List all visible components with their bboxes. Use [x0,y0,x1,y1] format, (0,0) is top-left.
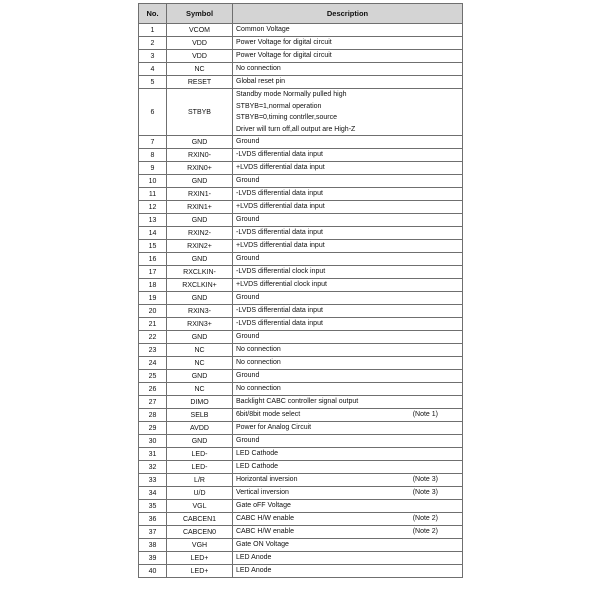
pin-description [233,500,463,513]
pin-number: 27 [139,396,167,409]
pin-symbol: RXIN1- [167,188,233,201]
pin-description [233,50,463,63]
pin-number: 36 [139,513,167,526]
description-line: -LVDS differential data input [236,307,323,315]
pin-symbol: RXIN0- [167,149,233,162]
pin-number: 22 [139,331,167,344]
pin-description [233,383,463,396]
pin-number: 17 [139,266,167,279]
pin-number: 7 [139,136,167,149]
description-line: Driver will turn off,all output are High-Z [236,125,356,133]
description-line: Ground [236,216,260,224]
pin-number: 15 [139,240,167,253]
pin-assignment-table [138,3,463,578]
description-line: +LVDS differential data input [236,203,325,211]
pin-symbol: RXCLKIN+ [167,279,233,292]
table-row [139,487,463,500]
pin-symbol: RXIN2+ [167,240,233,253]
pin-number: 24 [139,357,167,370]
description-line: Backlight CABC controller signal output [236,398,359,406]
table-row [139,409,463,422]
pin-note: (Note 3) [412,489,438,496]
pin-number: 11 [139,188,167,201]
pin-description [233,565,463,578]
description-line: -LVDS differential clock input [236,268,326,276]
description-line: No connection [236,65,281,73]
pin-symbol: DIMO [167,396,233,409]
header-description: Description [233,4,463,24]
pin-description [233,461,463,474]
pin-number: 10 [139,175,167,188]
pin-symbol: NC [167,357,233,370]
description-line: Standby mode Normally pulled high [236,91,347,98]
description-line: -LVDS differential data input [236,229,323,237]
pin-description [233,539,463,552]
pin-symbol: GND [167,253,233,266]
description-line: +LVDS differential clock input [236,281,327,289]
description-line: No connection [236,359,281,367]
pin-description [233,89,463,136]
description-line: No connection [236,346,281,354]
pin-symbol: STBYB [167,89,233,136]
description-line: Ground [236,372,260,380]
pin-symbol: GND [167,292,233,305]
table-row [139,149,463,162]
pin-description [233,292,463,305]
pin-description [233,396,463,409]
pin-number: 33 [139,474,167,487]
pin-number: 2 [139,37,167,50]
table-row [139,435,463,448]
pin-description [233,422,463,435]
pin-number: 23 [139,344,167,357]
pin-symbol: VGH [167,539,233,552]
table-body [139,24,463,578]
header-no: No. [139,4,167,24]
table-row [139,344,463,357]
pin-symbol: RXIN3+ [167,318,233,331]
table-row [139,513,463,526]
pin-number: 5 [139,76,167,89]
pin-note: (Note 1) [412,411,438,418]
description-line: -LVDS differential data input [236,190,323,198]
pin-number: 31 [139,448,167,461]
table-row [139,240,463,253]
table-row [139,318,463,331]
pin-number: 9 [139,162,167,175]
pin-description [233,474,463,487]
pin-description [233,266,463,279]
table-header [139,4,463,24]
description-line: 6bit/8bit mode select [236,411,301,419]
pin-description [233,188,463,201]
description-line: LED Cathode [236,463,279,471]
table-row [139,331,463,344]
pin-description [233,370,463,383]
pin-number: 30 [139,435,167,448]
pin-description [233,162,463,175]
pin-number: 21 [139,318,167,331]
description-line: CABC H/W enable [236,528,294,536]
pin-symbol: LED+ [167,565,233,578]
pin-description [233,136,463,149]
pin-description [233,37,463,50]
pin-symbol: GND [167,331,233,344]
description-line: Gate oFF Voltage [236,502,291,510]
table-row [139,565,463,578]
description-line: Horizontal inversion [236,476,298,484]
pin-symbol: VGL [167,500,233,513]
pin-symbol: GND [167,435,233,448]
description-line: -LVDS differential data input [236,151,323,159]
pin-number: 6 [139,89,167,136]
description-line: Ground [236,255,260,263]
pin-description [233,357,463,370]
description-line: Power Voltage for digital circuit [236,39,332,47]
pin-description [233,63,463,76]
description-line: Ground [236,138,260,146]
description-line: LED Cathode [236,450,279,458]
pin-symbol: CABCEN1 [167,513,233,526]
pin-number: 3 [139,50,167,63]
table-row [139,227,463,240]
description-line: STBYB=1,normal operation [236,102,322,110]
table-row [139,422,463,435]
table-row [139,162,463,175]
pin-symbol: GND [167,214,233,227]
description-line: CABC H/W enable [236,515,294,523]
pin-description [233,253,463,266]
pin-symbol: RXIN3- [167,305,233,318]
pin-number: 25 [139,370,167,383]
pin-description [233,526,463,539]
pin-description [233,318,463,331]
description-line: LED Anode [236,554,272,562]
pin-number: 37 [139,526,167,539]
pin-number: 26 [139,383,167,396]
pin-number: 32 [139,461,167,474]
pin-description [233,24,463,37]
table-row [139,292,463,305]
pin-symbol: AVDD [167,422,233,435]
pin-symbol: RXIN1+ [167,201,233,214]
pin-symbol: SELB [167,409,233,422]
pin-symbol: LED- [167,448,233,461]
pin-description [233,305,463,318]
pin-symbol: L/R [167,474,233,487]
pin-symbol: GND [167,136,233,149]
table-row [139,279,463,292]
table-row [139,37,463,50]
pin-number: 20 [139,305,167,318]
description-line: Power Voltage for digital circuit [236,52,332,60]
pin-note: (Note 3) [412,476,438,483]
table-row [139,474,463,487]
pin-number: 38 [139,539,167,552]
pin-description [233,435,463,448]
pin-description [233,552,463,565]
pin-symbol: RXCLKIN- [167,266,233,279]
pin-symbol: LED- [167,461,233,474]
table-row [139,188,463,201]
pin-description [233,201,463,214]
table-row [139,370,463,383]
pin-description [233,513,463,526]
pin-description [233,175,463,188]
pin-number: 16 [139,253,167,266]
table-row [139,500,463,513]
description-line: +LVDS differential data input [236,164,325,172]
pin-symbol: NC [167,344,233,357]
description-line: +LVDS differential data input [236,242,325,250]
table-row [139,136,463,149]
pin-note: (Note 2) [412,528,438,535]
pin-number: 8 [139,149,167,162]
description-line: Power for Analog Circuit [236,424,312,432]
pin-number: 35 [139,500,167,513]
pin-description [233,240,463,253]
pin-description [233,487,463,500]
description-line: STBYB=0,timing contrller,source [236,114,337,121]
table-row [139,24,463,37]
pin-number: 29 [139,422,167,435]
pin-description [233,448,463,461]
table-row [139,461,463,474]
table-row [139,448,463,461]
table-row [139,50,463,63]
table-row [139,552,463,565]
description-line: -LVDS differential data input [236,320,323,328]
table-row [139,76,463,89]
pin-description [233,76,463,89]
description-line: No connection [236,385,281,393]
table-row [139,253,463,266]
header-symbol: Symbol [167,4,233,24]
pin-number: 14 [139,227,167,240]
description-line: Ground [236,333,260,341]
pin-description [233,279,463,292]
description-line: Ground [236,437,260,445]
pin-number: 39 [139,552,167,565]
description-line: Ground [236,294,260,302]
pin-number: 18 [139,279,167,292]
pin-number: 1 [139,24,167,37]
pin-description [233,331,463,344]
pin-number: 13 [139,214,167,227]
table-row [139,89,463,136]
description-line: Vertical inversion [236,489,289,497]
pin-symbol: U/D [167,487,233,500]
pin-symbol: CABCEN0 [167,526,233,539]
pin-number: 34 [139,487,167,500]
table-row [139,266,463,279]
pin-symbol: VDD [167,37,233,50]
pin-description [233,344,463,357]
pin-symbol: GND [167,370,233,383]
table-row [139,63,463,76]
table-row [139,383,463,396]
table-row [139,396,463,409]
table-row [139,201,463,214]
pin-symbol: RXIN2- [167,227,233,240]
pin-number: 40 [139,565,167,578]
pin-number: 28 [139,409,167,422]
pin-symbol: RESET [167,76,233,89]
pin-number: 12 [139,201,167,214]
table-row [139,357,463,370]
pin-symbol: LED+ [167,552,233,565]
pin-number: 19 [139,292,167,305]
description-line: Gate ON Voltage [236,541,289,549]
table-row [139,305,463,318]
pin-description [233,409,463,422]
pin-symbol: GND [167,175,233,188]
table-row [139,175,463,188]
table-row [139,214,463,227]
pin-description [233,214,463,227]
pin-symbol: RXIN0+ [167,162,233,175]
description-line: Common Voltage [236,26,290,34]
table-row [139,526,463,539]
pin-symbol: NC [167,63,233,76]
pin-number: 4 [139,63,167,76]
table-row [139,539,463,552]
description-line: LED Anode [236,567,272,575]
pin-symbol: VCOM [167,24,233,37]
pin-description [233,149,463,162]
pin-note: (Note 2) [412,515,438,522]
description-line: Global reset pin [236,78,286,86]
pin-symbol: VDD [167,50,233,63]
pin-description [233,227,463,240]
pin-symbol: NC [167,383,233,396]
header-row [139,4,463,24]
description-line: Ground [236,177,260,185]
